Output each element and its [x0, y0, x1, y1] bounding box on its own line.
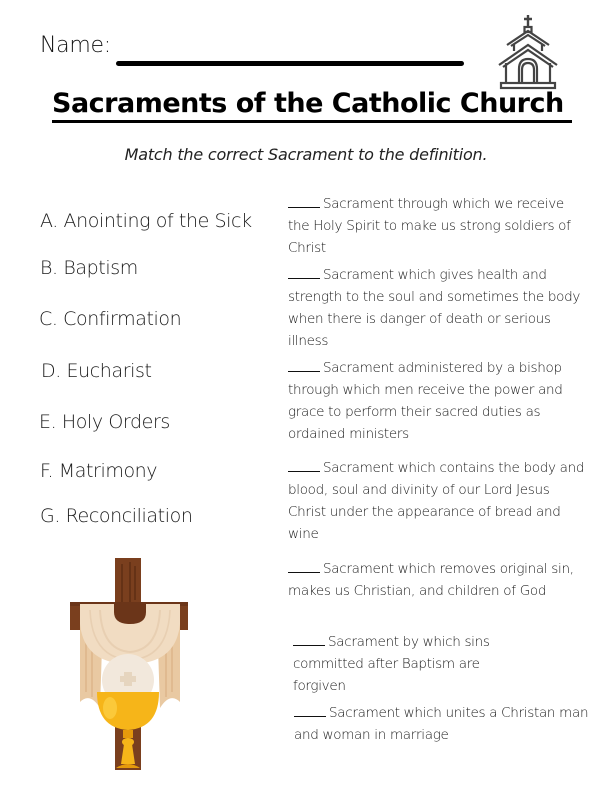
definition-text: Sacrament which contains the body and blood, soul and divinity of our Lord Jesus Christ under the appearance of bread and wine	[288, 460, 585, 542]
definition-item	[288, 558, 588, 602]
cross-chalice-icon	[60, 552, 200, 777]
answer-blank[interactable]	[288, 266, 320, 279]
title-underline	[52, 120, 572, 123]
choice-g: G. Reconciliation	[40, 505, 193, 527]
definition-item	[293, 631, 533, 697]
answer-blank[interactable]	[293, 633, 325, 646]
definition-item	[288, 457, 588, 545]
definition-text: Sacrament which unites a Christan man and woman in marriage	[294, 705, 589, 743]
choice-c: C. Confirmation	[39, 308, 182, 330]
choice-e: E. Holy Orders	[39, 411, 170, 433]
definition-item	[288, 357, 588, 445]
name-answer-line[interactable]	[116, 61, 464, 66]
answer-blank[interactable]	[288, 195, 320, 208]
choice-b: B. Baptism	[40, 257, 138, 279]
answer-blank[interactable]	[288, 359, 320, 372]
choice-a: A. Anointing of the Sick	[40, 210, 252, 232]
answer-blank[interactable]	[288, 560, 320, 573]
name-label: Name:	[40, 33, 111, 58]
definition-text: Sacrament through which we receive the Holy Spirit to make us strong soldiers of Christ	[288, 196, 571, 256]
definition-item	[294, 702, 594, 746]
definition-text: Sacrament administered by a bishop through which men receive the power and grace to perform their sacred duties as ordained ministers	[288, 360, 563, 442]
choice-f: F. Matrimony	[40, 460, 158, 482]
definition-item	[288, 264, 588, 352]
definition-item	[288, 193, 588, 259]
choice-d: D. Eucharist	[41, 360, 152, 382]
page-title: Sacraments of the Catholic Church	[52, 88, 564, 119]
church-icon	[497, 13, 559, 91]
definition-text: Sacrament which gives health and strength to the soul and sometimes the body when there is danger of death or serious illness	[288, 267, 581, 349]
answer-blank[interactable]	[294, 704, 326, 717]
answer-blank[interactable]	[288, 459, 320, 472]
definition-text: Sacrament which removes original sin, makes us Christian, and children of God	[288, 561, 574, 599]
definition-text: Sacrament by which sins committed after Baptism are forgiven	[293, 634, 490, 694]
instructions: Match the correct Sacrament to the definition.	[124, 145, 488, 164]
